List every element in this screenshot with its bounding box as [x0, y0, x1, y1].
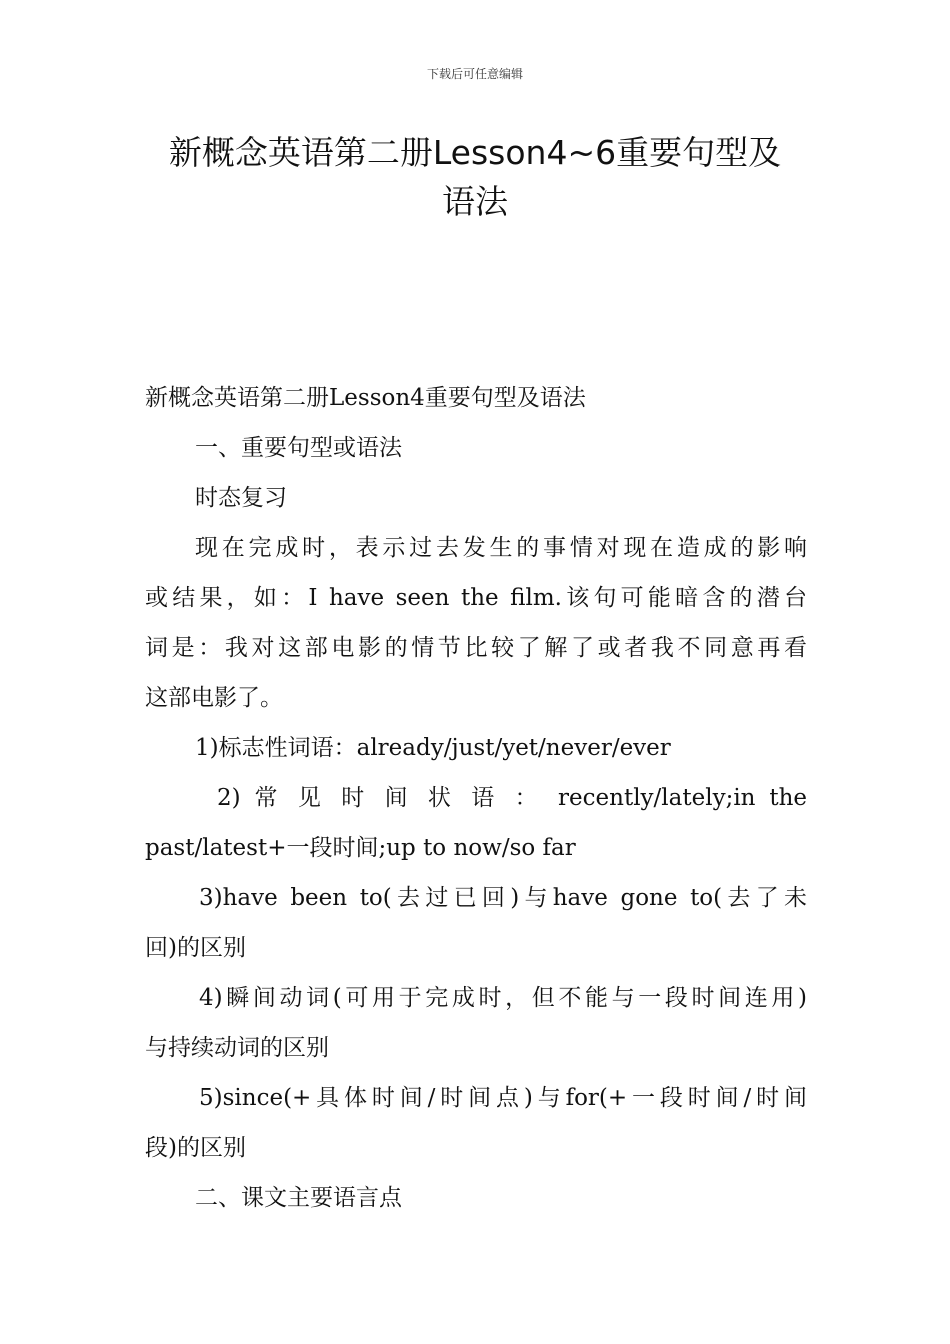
list-item: 2) 常 见 时 间 状 语 ： recently/lately;in the	[217, 785, 807, 811]
list-item: 4)瞬间动词(可用于完成时，但不能与一段时间连用)	[199, 985, 807, 1011]
list-item-continuation: 段)的区别	[145, 1135, 246, 1161]
list-item: 5)since(+具体时间/时间点)与for(+一段时间/时间	[199, 1085, 807, 1111]
paragraph-line: 现在完成时，表示过去发生的事情对现在造成的影响	[195, 535, 807, 561]
subsection-heading: 一、重要句型或语法	[195, 435, 402, 461]
paragraph-line: 词是：我对这部电影的情节比较了解了或者我不同意再看	[145, 635, 807, 661]
paragraph-line: 或结果，如：I have seen the film.该句可能暗含的潜台	[145, 585, 807, 611]
page-header-note: 下载后可任意编辑	[426, 67, 523, 81]
list-item: 3)have been to(去过已回)与have gone to(去了未	[199, 885, 807, 911]
section-heading: 新概念英语第二册Lesson4重要句型及语法	[145, 385, 586, 411]
document-title	[120, 128, 830, 226]
list-item-continuation: 回)的区别	[145, 935, 246, 961]
list-item: 1)标志性词语：already/just/yet/never/ever	[195, 735, 671, 761]
subsection-heading: 二、课文主要语言点	[195, 1185, 402, 1211]
list-item-continuation: past/latest+一段时间;up to now/so far	[145, 835, 576, 861]
document-body	[145, 373, 807, 1223]
list-item-continuation: 与持续动词的区别	[145, 1035, 329, 1061]
title-line-2: 语法	[442, 182, 508, 221]
topic-heading: 时态复习	[195, 485, 287, 511]
title-line-1: 新概念英语第二册Lesson4~6重要句型及	[168, 133, 782, 172]
paragraph-line: 这部电影了。	[145, 685, 283, 711]
